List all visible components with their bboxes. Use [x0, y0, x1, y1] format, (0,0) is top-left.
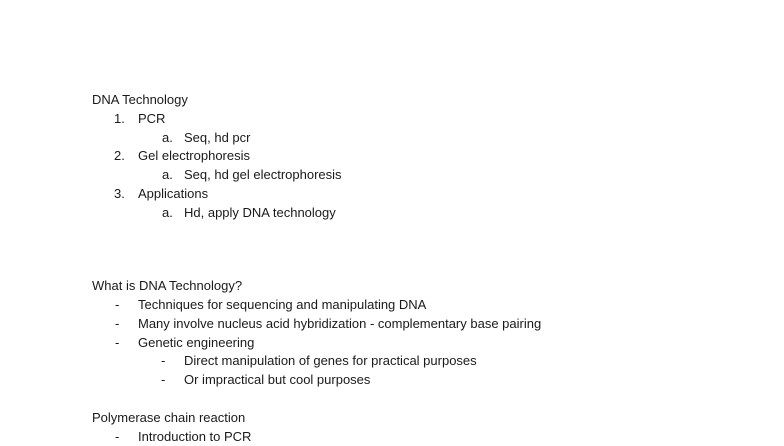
list-item-text: Techniques for sequencing and manipulating DNA — [138, 296, 426, 315]
list-marker: - — [161, 352, 165, 371]
list-item-text: Gel electrophoresis — [138, 147, 250, 166]
list-marker: 2. — [114, 147, 125, 166]
bullet-item-pcr-1 — [92, 428, 772, 446]
list-item-text: Many involve nucleus acid hybridization - complementary base pairing — [138, 315, 541, 334]
bullet-item-2 — [92, 315, 772, 334]
heading-text: Polymerase chain reaction — [92, 409, 245, 428]
list-item-text: Direct manipulation of genes for practical purposes — [184, 352, 477, 371]
heading-text: DNA Technology — [92, 91, 188, 110]
list-item-text: Introduction to PCR — [138, 428, 251, 446]
sub-item-1a — [92, 129, 772, 148]
list-marker: 3. — [114, 185, 125, 204]
spacer — [92, 222, 772, 277]
list-item-text: Hd, apply DNA technology — [184, 204, 336, 223]
heading-text: What is DNA Technology? — [92, 277, 242, 296]
list-marker: - — [115, 315, 119, 334]
list-item-text: PCR — [138, 110, 165, 129]
sub-bullet-item-2 — [92, 371, 772, 390]
bullet-item-3 — [92, 334, 772, 353]
list-item-text: Applications — [138, 185, 208, 204]
list-item-text: Genetic engineering — [138, 334, 254, 353]
list-marker: - — [115, 334, 119, 353]
numbered-item-2 — [92, 147, 772, 166]
section-heading-dna-technology — [92, 91, 772, 110]
list-marker: a. — [162, 129, 173, 148]
numbered-item-3 — [92, 185, 772, 204]
list-marker: - — [161, 371, 165, 390]
spacer — [92, 390, 772, 409]
section-heading-pcr — [92, 409, 772, 428]
sub-item-3a — [92, 204, 772, 223]
sub-bullet-item-1 — [92, 352, 772, 371]
document-body — [92, 91, 772, 446]
list-item-text: Or impractical but cool purposes — [184, 371, 370, 390]
list-item-text: Seq, hd pcr — [184, 129, 251, 148]
list-marker: - — [115, 296, 119, 315]
numbered-item-1 — [92, 110, 772, 129]
section-heading-what-is — [92, 277, 772, 296]
bullet-item-1 — [92, 296, 772, 315]
sub-item-2a — [92, 166, 772, 185]
list-marker: 1. — [114, 110, 125, 129]
list-marker: a. — [162, 204, 173, 223]
list-marker: - — [115, 428, 119, 446]
list-marker: a. — [162, 166, 173, 185]
list-item-text: Seq, hd gel electrophoresis — [184, 166, 342, 185]
